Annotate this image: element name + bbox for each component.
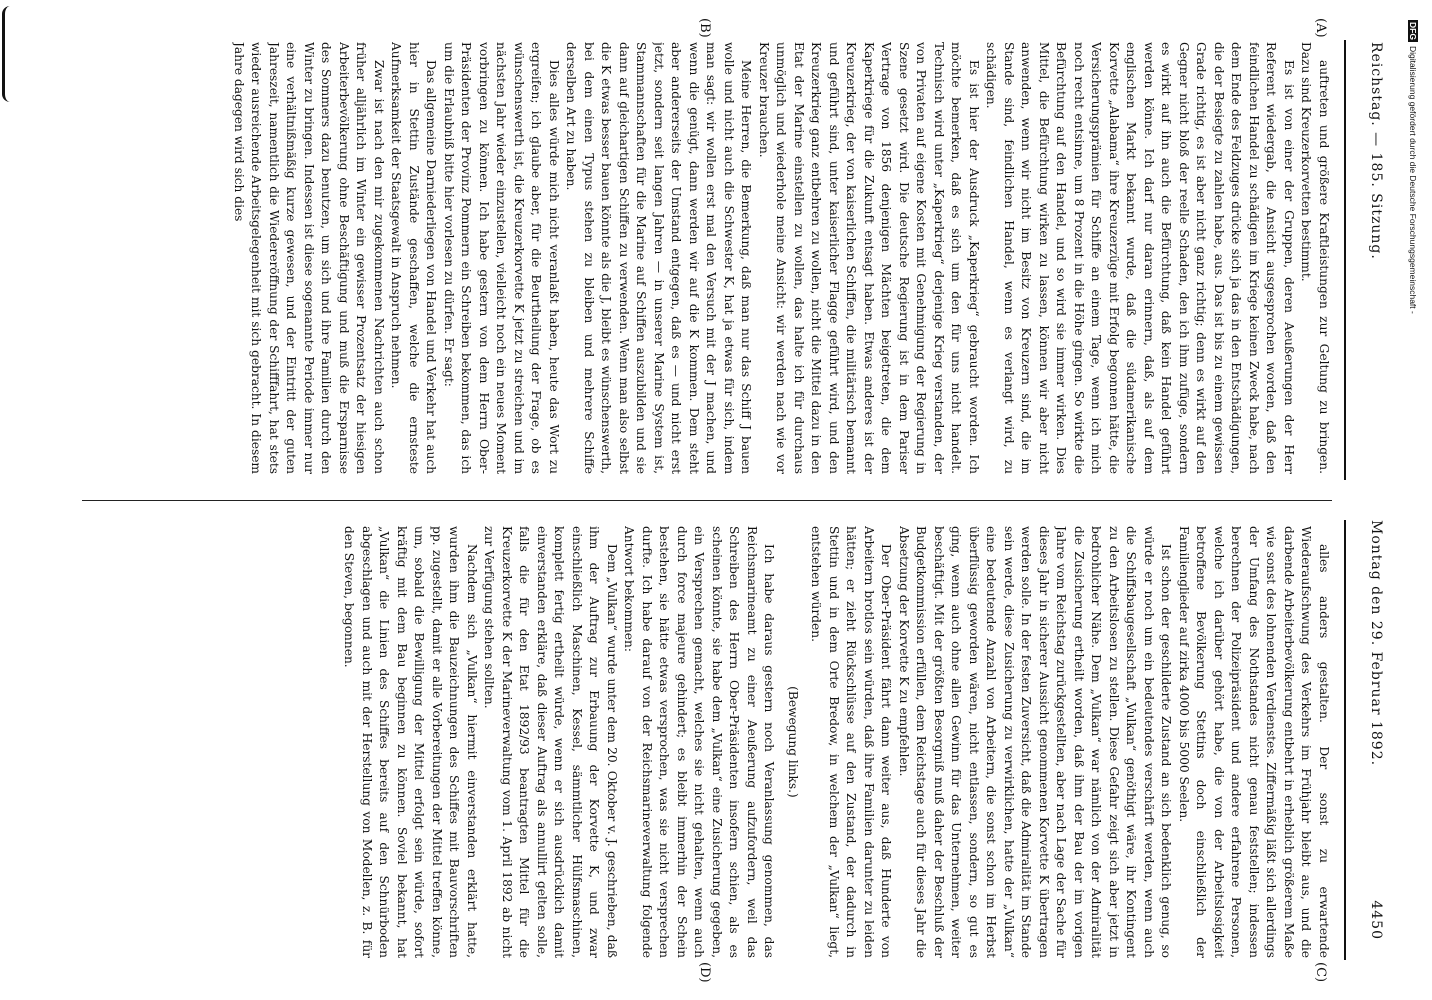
- digitization-credit-text: Digitalisierung gefördert durch die Deutsche Forschungsgemeinschaft -: [1408, 45, 1418, 314]
- running-header-date: Montag den 29. Februar 1892.: [1368, 520, 1384, 767]
- quoted-paragraph: Das allgemeine Darniederliegen von Handel und Verkehr hat auch hier in Stettin Zustände geschaffen, welche die ernsteste Aufmerksamkeit der Staatsgewalt in Anspruch nehmen.: [389, 42, 439, 474]
- digitization-credit: [1408, 20, 1418, 314]
- paragraph: Der Ober-Präsident fährt dann weiter aus, daß Hunderte von Arbeitern brotlos sein würden, daß ihre Familien darunter zu leiden hätten; er zieht Rückschlüsse auf den Zustand, der dadurch in Stettin und in dem Orte Bredow, in welchem der „Vulkan“ liegt, entstehen würden.: [809, 526, 894, 958]
- paragraph: Dies alles würde mich nicht veranlaßt haben, heute das Wort zu ergreifen; ich glaube aber, für die Beurtheilung der Frage, ob es wünschenswerth ist, die Kreuzerkorvette K jetzt zu streichen und im nächsten Jahr wieder einzustellen, vielleicht noch ein neues Moment vorbringen zu können. Ich habe gestern von dem Herrn Ober-Präsidenten der Provinz Pommern ein Schreiben bekommen, das ich um die Erlaubniß bitte hier vorlesen zu dürfen. Er sagt:: [442, 42, 561, 474]
- header-rule-right: [1344, 520, 1346, 960]
- margin-marker-c: (C): [1313, 962, 1328, 983]
- paragraph: Ich habe daraus gestern noch Veranlassung genommen, das Reichsmarineamt zu einer Aeußerung aufzufordern, weil das Schreiben des Herrn Ober-Präsidenten insofern schien, als es scheinen könnte, sie habe dem „Vulkan“ eine Zusicherung gegeben, ein Versprechen gemacht, welches sie nicht gehalten, wenn auch durch force majeure gehindert; es bleibt immerhin der Schein bestehen, sie hätte etwas versprochen, was sie nicht versprechen durfte. Ich habe darauf von der Reichsmarineverwaltung folgende Antwort bekommen:: [622, 526, 777, 958]
- paragraph: Es ist von einer der Gruppen, deren Aeußerungen der Herr Referent wiedergab, die Ansicht ausgesprochen worden, daß den feindlichen Handel zu schädigen im Kriege keinen Zweck habe, nach dem Ende des Feldzuges drücke sich ja das in den Entschädigungen, die der Besiegte zu zahlen habe, aus. Das ist bis zu einem gewissen Grade richtig, es ist aber nicht ganz richtig; denn es wirkt auf den Gegner nicht bloß der reelle Schaden, den ich ihm zufüge, sondern es wirkt auf ihn auch die Befürchtung, daß kein Handel geführt werden könne. Ich darf nur daran erinnern, daß, als auf dem englischen Markt bekannt wurde, daß die südamerikanische Korvette „Alabama“ ihre Kreuzerzüge mit Erfolg begonnen hätte, die Versicherungsprämien für Schiffe an einem Tage, wenn ich mich noch recht entsinne, um 8 Prozent in die Höhe gingen. So wirkte die Befürchtung auf den Handel, und so wird sie immer wirken. Dies Mittel, die Befürchtung wirken zu lassen, können wir aber nicht anwenden, wenn wir nicht im Besitz von Kreuzern sind, die im Stande sind, feindlichen Handel, wenn es verlangt wird, zu schädigen.: [984, 42, 1296, 474]
- margin-marker-b: (B): [697, 18, 712, 38]
- header-rule-left: [1344, 40, 1346, 480]
- quoted-paragraph: Dem „Vulkan“ wurde unter dem 20. Oktober v. J. geschrieben, daß ihm der Auftrag zur Erbauung der Korvette K, und zwar einschließlich Maschinen, Kessel, sämmtlicher Hülfsmaschinen, komplett fertig ertheilt würde, wenn er sich ausdrücklich damit einverstanden erkläre, daß dieser Auftrag als annullirt gelten solle, falls die für den Etat 1892/93 beantragten Mittel für die Kreuzerkorvette K der Marineverwaltung vom 1. April 1892 ab nicht zur Verfügung stehen sollten.: [482, 526, 619, 958]
- quoted-paragraph: Nachdem sich „Vulkan“ hiermit einverstanden erklärt hatte, wurden ihm die Bauzeichnungen des Schiffes mit Bauvorschriften pp. zugestellt, damit er alle Vorbereitungen der Mittel treffen könne, um, sobald die Bewilligung der Mittel erfolgt sein würde, sofort kräftig mit dem Bau beginnen zu können. Soviel bekannt, hat „Vulkan“ die Linien des Schiffes bereits auf den Schnürboden abgeschlagen und auch mit der Herstellung von Modellen, z. B. für den Steven, begonnen.: [342, 526, 479, 958]
- running-header-left: Reichstag. — 185. Sitzung.: [1368, 42, 1384, 260]
- paragraph: Es ist hier der Ausdruck „Kaperkrieg“ gebraucht worden. Ich möchte bemerken, daß es sich um den für uns nicht handelt. Technisch wird unter „Kaperkrieg“ derjenige Krieg verstanden, der von Privaten auf eigene Kosten mit Genehmigung der Regierung in Szene gesetzt wird. Die deutsche Regierung ist in dem Pariser Vertrage von 1856 denjenigen Mächten beigetreten, die dem Kaperkriege für die Zukunft entsagt haben. Etwas anderes ist der Kreuzerkrieg, der von kaiserlichen Schiffen, die militärisch bemannt und geführt sind, unter kaiserlicher Flagge geführt wird, und den Kreuzerkrieg ganz entbehren zu wollen, nicht die Mittel dazu in den Etat der Marine einstellen zu wollen, das halte ich für durchaus unmöglich und wiederhole meine Ansicht: wir werden nach wie vor Kreuzer brauchen.: [757, 42, 981, 474]
- right-text-column: [82, 526, 1332, 958]
- margin-marker-a: (A): [1313, 18, 1328, 38]
- quoted-paragraph: Zwar ist nach den mir zugekommenen Nachrichten auch schon früher alljährlich im Winter ein gewisser Prozentsatz der hiesigen Arbeiterbevölkerung ohne Beschäftigung und muß die Ersparnisse des Sommers dazu benutzen, um sich und ihre Familien durch den Winter zu bringen. Indessen ist diese sogenannte Periode immer nur eine verhältnißmäßig kurze gewesen, und der Eintritt der guten Jahreszeit, namentlich die Wiedereröffnung der Schifffahrt, hat stets wieder ausreichende Arbeitsgelegenheit mit sich gebracht. In diesem Jahre dagegen wird sich dies: [232, 42, 386, 474]
- quoted-paragraph: Ist schon der geschilderte Zustand an sich bedenklich genug, so würde er noch um ein bedeutendes verschärft werden, wenn auch die Schiffsbaugesellschaft „Vulkan“ genöthigt wäre, ihr Kontingent zu den Arbeitslosen zu stellen. Diese Gefahr zeigt sich aber jetzt in bedrohlicher Nähe. Dem „Vulkan“ war nämlich von der Admiralität die Zusicherung ertheilt worden, daß ihm der Bau der im vorigen Jahre vom Reichstag zurückgestellten, aber nach Lage der Sache für dieses Jahr in sicherer Aussicht genommenen Korvette K übertragen werden solle. In der festen Zuversicht, daß die Admiralität im Stande sein werde, diese Zusicherung zu verwirklichen, hatte der „Vulkan“ eine bedeutende Anzahl von Arbeitern, die sonst schon im Herbst überflüssig geworden wären, nicht entlassen, sondern, so gut es ging, wenn auch ohne allen Gewinn für das Unternehmen, weiter beschäftigt. Mit der größten Besorgniß muß daher der Beschluß der Budgetkommission erfüllen, dem Reichstage auch für dieses Jahr die Absetzung der Korvette K zu empfehlen.: [897, 526, 1174, 958]
- stage-direction: (Bewegung links.): [786, 686, 800, 798]
- column-divider: [82, 500, 1332, 501]
- paragraph: auftreten und größere Kraftleistungen zur Geltung zu bringen. Dazu sind Kreuzerkorvetten bestimmt.: [1299, 42, 1331, 474]
- left-text-column: [82, 42, 1332, 474]
- page-number: 4450: [1368, 900, 1384, 940]
- quoted-paragraph: alles anders gestalten. Der sonst zu erwartende Wiederaufschwung des Verkehrs im Frühjahr bleibt aus, und die darbende Arbeiterbevölkerung entbehrt in erheblich größerem Maße wie sonst des lohnenden Verdienstes. Ziffermäßig läßt sich allerdings der Umfang des Nothstandes nicht genau feststellen; indessen berechnen der Polizeipräsident und andere erfahrene Personen, welche ich darüber gehört habe, die von der Arbeitslosigkeit betroffene Bevölkerung Stettins doch einschließlich der Familienglieder auf zirka 4000 bis 5000 Seelen.: [1177, 526, 1331, 958]
- dfg-badge: DFG: [1408, 22, 1418, 40]
- margin-marker-d: (D): [697, 962, 712, 983]
- paragraph: Meine Herren, die Bemerkung, daß man nur das Schiff J bauen wolle und nicht auch die Schwester K, hat ja etwas für sich, indem man sagt: wir wollen erst mal den Versuch mit der J machen, und wenn die genügt, dann werden wir auf die K kommen. Dem steht aber andererseits der Umstand entgegen, daß es — und nicht erst jetzt, sondern seit langen Jahren — in unserer Marine System ist, Stammannschaften für die Marine auf Schiffen auszubilden und sie dann auf gleichartigen Schiffen zu verwenden. Wenn man also selbst die K etwas besser bauen könnte als die J, bleibt es wünschenswerth, bei dem einen Typus stehen zu bleiben und mehrere Schiffe derselben Art zu haben.: [564, 42, 754, 474]
